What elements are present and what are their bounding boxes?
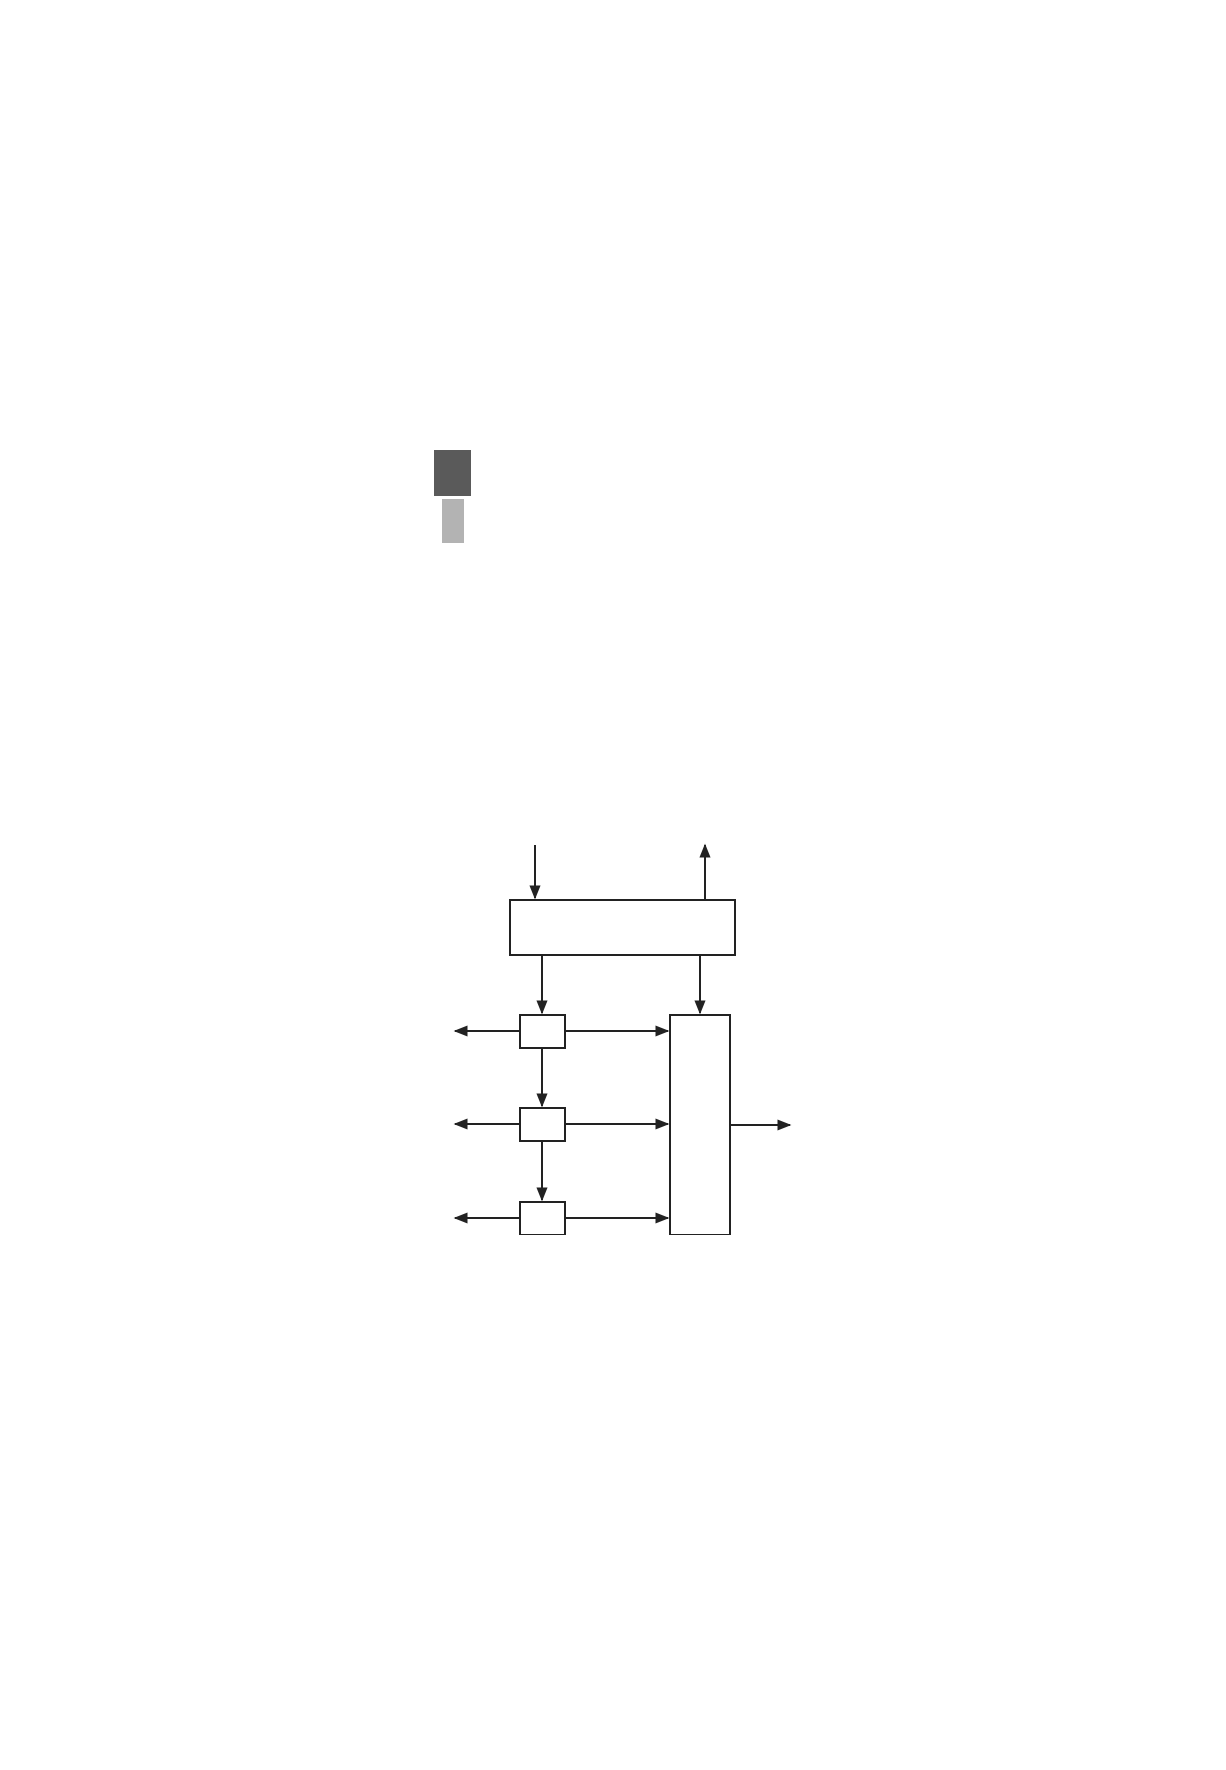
box-a [510, 900, 735, 955]
box-d [520, 1202, 565, 1235]
box-b [520, 1015, 565, 1048]
pyramid-top-block [434, 450, 471, 496]
q3-stem-line2 [48, 1473, 1218, 1509]
pyramid-bottom-block [442, 499, 464, 543]
author-line [28, 240, 1198, 273]
box-e [670, 1015, 730, 1235]
q2-stem-line2 [48, 790, 1218, 826]
q1-pyramid-figure [420, 445, 820, 550]
box-c [520, 1108, 565, 1141]
q2-energy-flow-diagram [450, 840, 800, 1235]
q1-stem [28, 398, 1198, 434]
author-left [28, 240, 68, 273]
